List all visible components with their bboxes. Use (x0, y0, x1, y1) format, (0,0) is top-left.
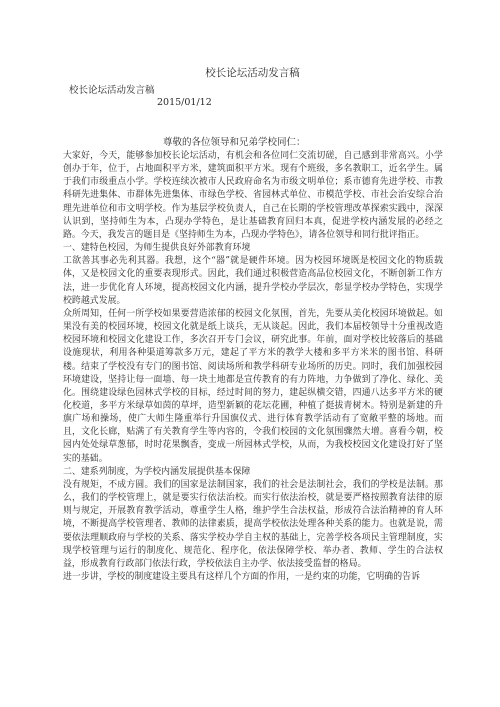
document-title: 校长论坛活动发言稿 (205, 67, 300, 79)
section-heading-2: 二、建系列制度，为学校内涵发展提供基本保障 (63, 466, 251, 477)
paragraph-intro: 大家好，今天，能够参加校长论坛活动，有机会和各位同仁交流切磋，自己感到非常高兴。小学创办于年，位于，占地面积平方米，建筑面积平方米。现有个班级，多名教职工，近名学生。属于我们市级重点小学。学校连续次被市人民政府命名为市级文明单位；系市德育先进学校、市教科研先进集体、市群体先进集体、市绿色学校、省园林式单位、市模范学校、市社会治安综合治理先进单位和市文明学校。作为基层学校负责人，自己在长期的学校管理改革探索实践中，深深认识到，坚持师生为本，凸现办学特色，是让基础教育回归本真，促进学校内涵发展的必经之路。今天，我发言的题目是《坚持师生为本，凸现办学特色》，请各位领导和同行批评指正。 (63, 151, 443, 240)
document-page (63, 0, 443, 707)
document-date: 2015/01/12 (157, 97, 212, 108)
salutation: 尊敬的各位领导和兄弟学校同仁： (163, 137, 306, 148)
paragraph-rules: 没有规矩，不成方圆。我们的国家是法制国家，我们的社会是法制社会，我们的学校是法制。那么，我们的学校管理上，就是要实行依法治校。而实行依法治校，就是要严格按照教育法律的原则与规定，开展教育教学活动，尊重学生人格，维护学生合法权益，形成符合法治精神的育人环境，不断提高学校管理者、教师的法律素质，提高学校依法处理各种关系的能力。也就是说，需要依法理顺政府与学校的关系、落实学校办学自主权的基础上，完善学校各项民主管理制度，实现学校管理与运行的制度化、规范化、程序化，依法保障学校、举办者、教师、学生的合法权益，形成教育行政部门依法行政，学校依法自主办学、依法接受监督的格局。 (63, 479, 443, 569)
document-subtitle: 校长论坛活动发言稿 (69, 85, 155, 96)
paragraph-campus: 众所周知，任何一所学校如果要营造浓郁的校园文化氛围，首先，先要从美化校园环境做起。如果没有美的校园环境，校园文化就是纸上谈兵，无从谈起。因此，我们本届校领导十分重视改造校园环境和校园文化建设工作，多次召开专门会议，研究此事。年前，面对学校比较落后的基础设施现状，利用各种渠道筹款多万元，建起了平方米的教学大楼和多平方米米的图书馆、科研楼。结束了学校没有专门的图书馆、阅读场所和教学科研专业场所的历史。同时，我们加强校园环境建设，坚持让每一面墙、每一块土地都是宣传教育的有力阵地，力争做到了净化、绿化、美化。围绕建设绿色园林式学校的目标，经过时间的努力，建起纵横交错，四通八达多平方米的硬化校道，多平方米绿草如茵的草坪，造型新颖的花坛花圃，种植了挺拔青树木。特别是新建的升旗广场和操场，使广大师生隆重举行升国旗仪式、进行体育教学活动有了宽敞平整的场地。而且，文化长廊，贴满了有关教育学生等内容的，令我们校园的文化氛围骤然大增。喜看今朝，校园内处处绿草葱郁，时时花果飘香，变成一所园林式学校，从而，为我校校园文化建设打好了坚实的基础。 (63, 308, 443, 464)
section-heading-1: 一、建特色校园，为师生提供良好外部教育环境 (63, 243, 251, 254)
paragraph-environment: 工欲善其事必先利其器。我想，这个“器”就是硬件环境。因为校园环境既是校园文化的物质载体，又是校园文化的重要表现形式。因此，我们通过积极营造高品位校园文化，不断创新工作方法，进一步优化育人环境，提高校园文化内涵，提升学校办学层次，彰显学校办学特色，实现学校跨越式发展。 (63, 256, 443, 306)
document-body (63, 150, 443, 584)
paragraph-system: 进一步讲，学校的制度建设主要具有这样几个方面的作用，一是约束的功能，它明确的告诉 (63, 572, 420, 582)
